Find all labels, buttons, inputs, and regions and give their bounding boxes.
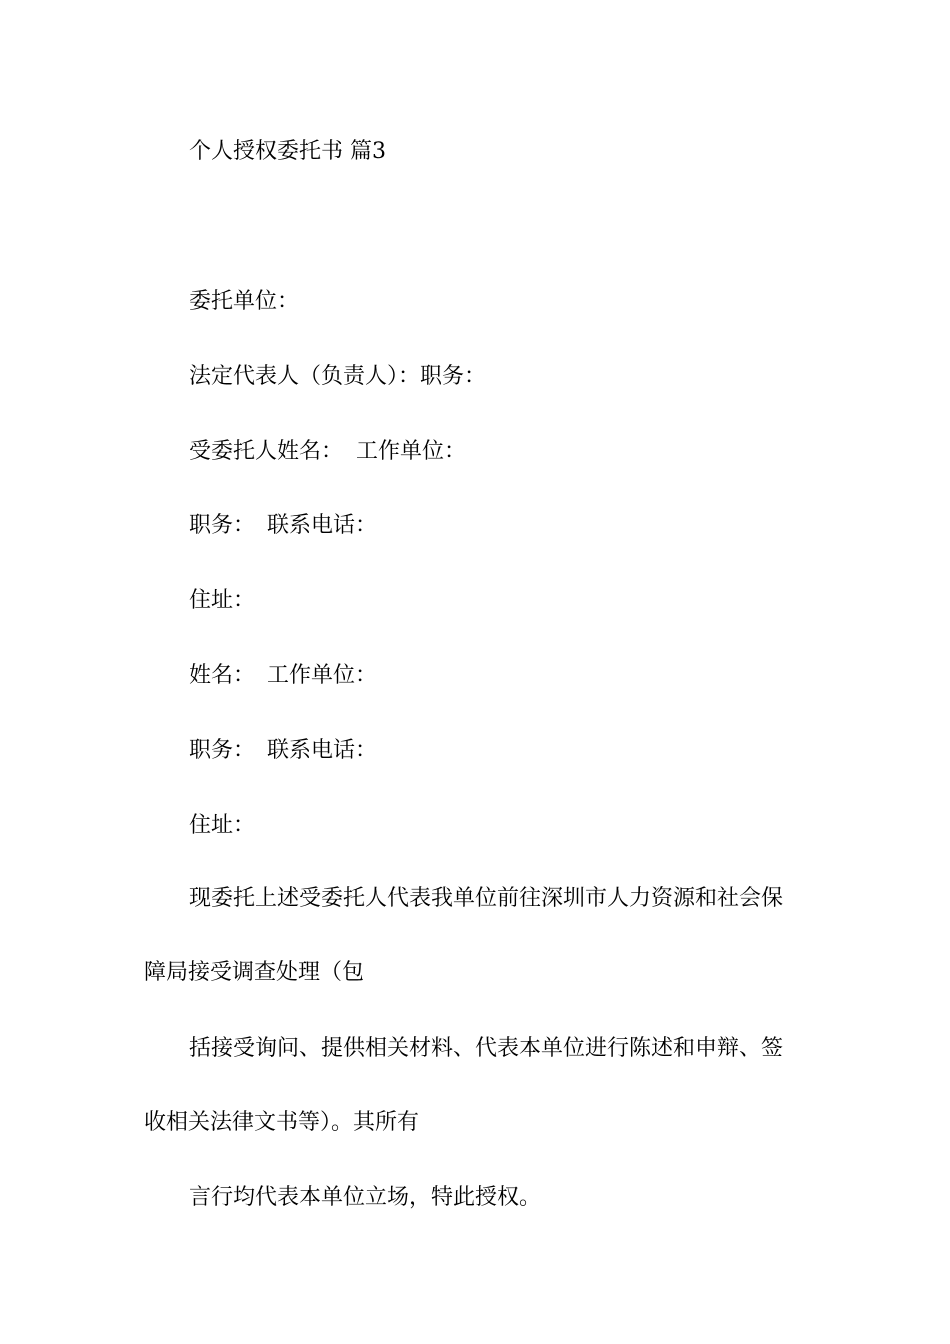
agent2-name-row: [189, 665, 377, 687]
agent1-name-row: [189, 441, 466, 463]
agent2-address-field: 住址：: [189, 813, 256, 838]
entrusting-unit-field: 委托单位：: [189, 289, 300, 314]
agent2-work-unit-label: 工作单位：: [267, 663, 378, 688]
document-title: 个人授权委托书 篇3: [189, 139, 386, 164]
agent1-phone-label: 联系电话：: [267, 513, 378, 538]
body-paragraph-3-line-1: 言行均代表本单位立场，特此授权。: [189, 1185, 542, 1210]
agent1-name-label: 受委托人姓名：: [189, 439, 344, 464]
legal-representative-field: 法定代表人（负责人）：职务：: [189, 364, 487, 389]
body-paragraph-1-line-2: 障局接受调查处理（包: [144, 960, 365, 985]
agent2-phone-label: 联系电话：: [267, 738, 378, 763]
agent2-position-label: 职务：: [189, 738, 256, 763]
agent2-position-row: [189, 740, 377, 762]
agent1-position-row: [189, 515, 377, 537]
agent1-work-unit-label: 工作单位：: [356, 439, 467, 464]
body-paragraph-2-line-2: 收相关法律文书等）。其所有: [144, 1110, 420, 1135]
agent1-address-field: 住址：: [189, 588, 256, 613]
agent2-name-label: 姓名：: [189, 663, 256, 688]
body-paragraph-2-line-1: 括接受询问、提供相关材料、代表本单位进行陈述和申辩、签: [189, 1036, 784, 1061]
agent1-position-label: 职务：: [189, 513, 256, 538]
body-paragraph-1-line-1: 现委托上述受委托人代表我单位前往深圳市人力资源和社会保: [189, 886, 784, 911]
